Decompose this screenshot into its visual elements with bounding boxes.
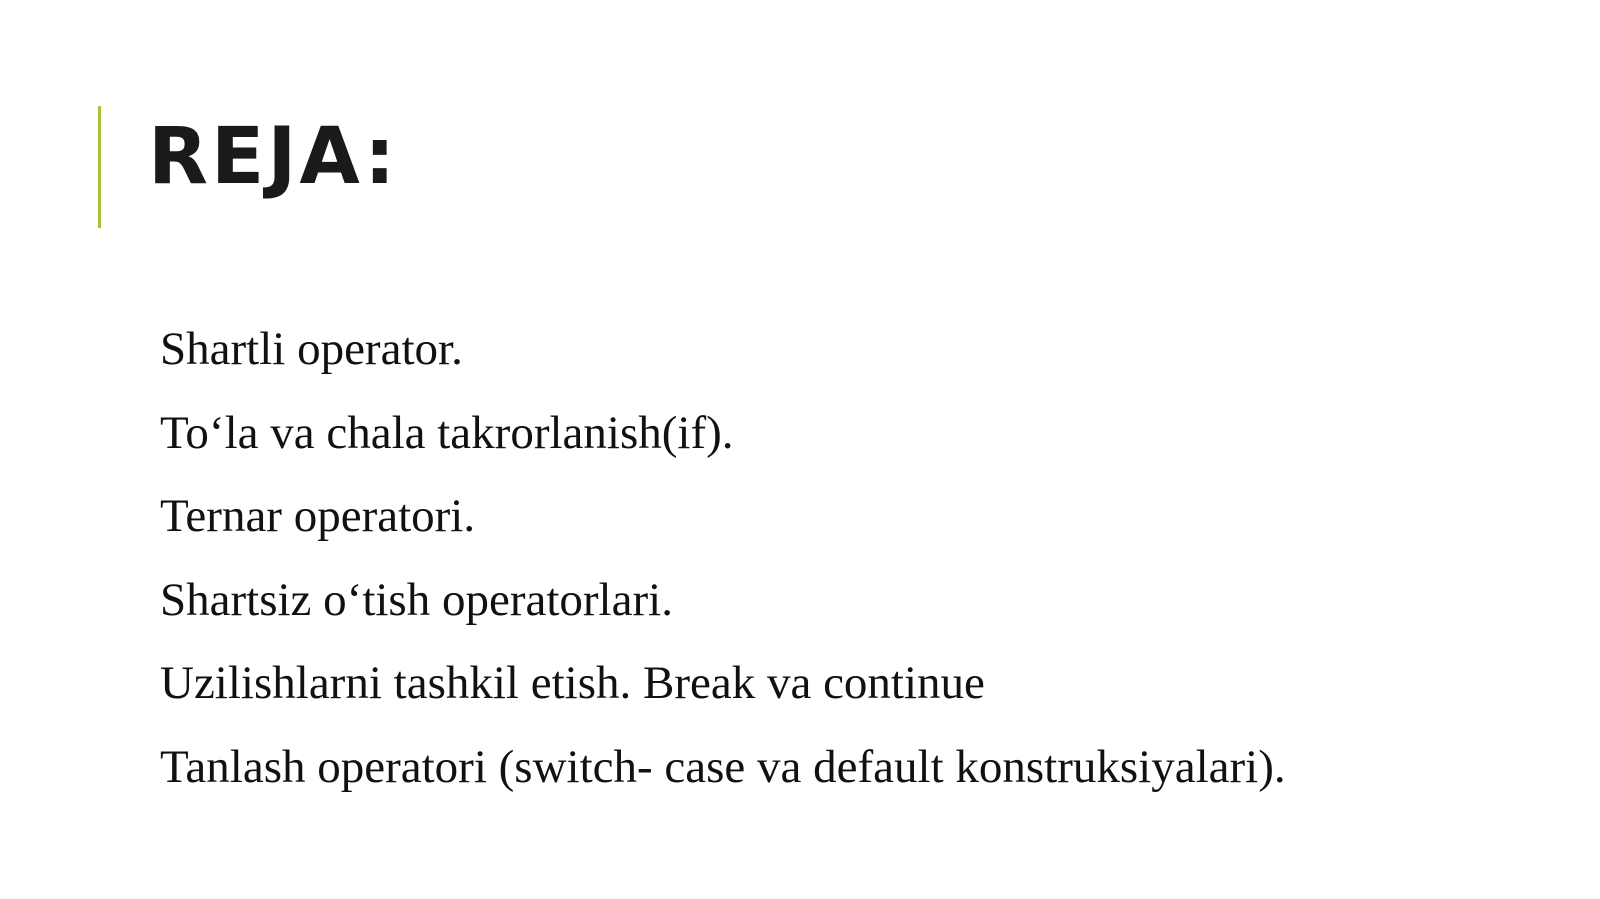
agenda-item: Shartsiz o‘tish operatorlari. bbox=[160, 573, 673, 626]
agenda-item: Uzilishlarni tashkil etish. Break va continue bbox=[160, 657, 985, 709]
agenda-list bbox=[160, 308, 1286, 809]
agenda-item: Tanlash operatori (switch- case va default konstruksiyalari). bbox=[160, 740, 1286, 793]
agenda-item: To‘la va chala takrorlanish(if). bbox=[160, 406, 734, 459]
slide-title: REJA: bbox=[148, 112, 399, 202]
agenda-item: Shartli operator. bbox=[160, 323, 463, 375]
title-accent-bar bbox=[98, 106, 101, 228]
agenda-item: Ternar operatori. bbox=[160, 490, 476, 542]
